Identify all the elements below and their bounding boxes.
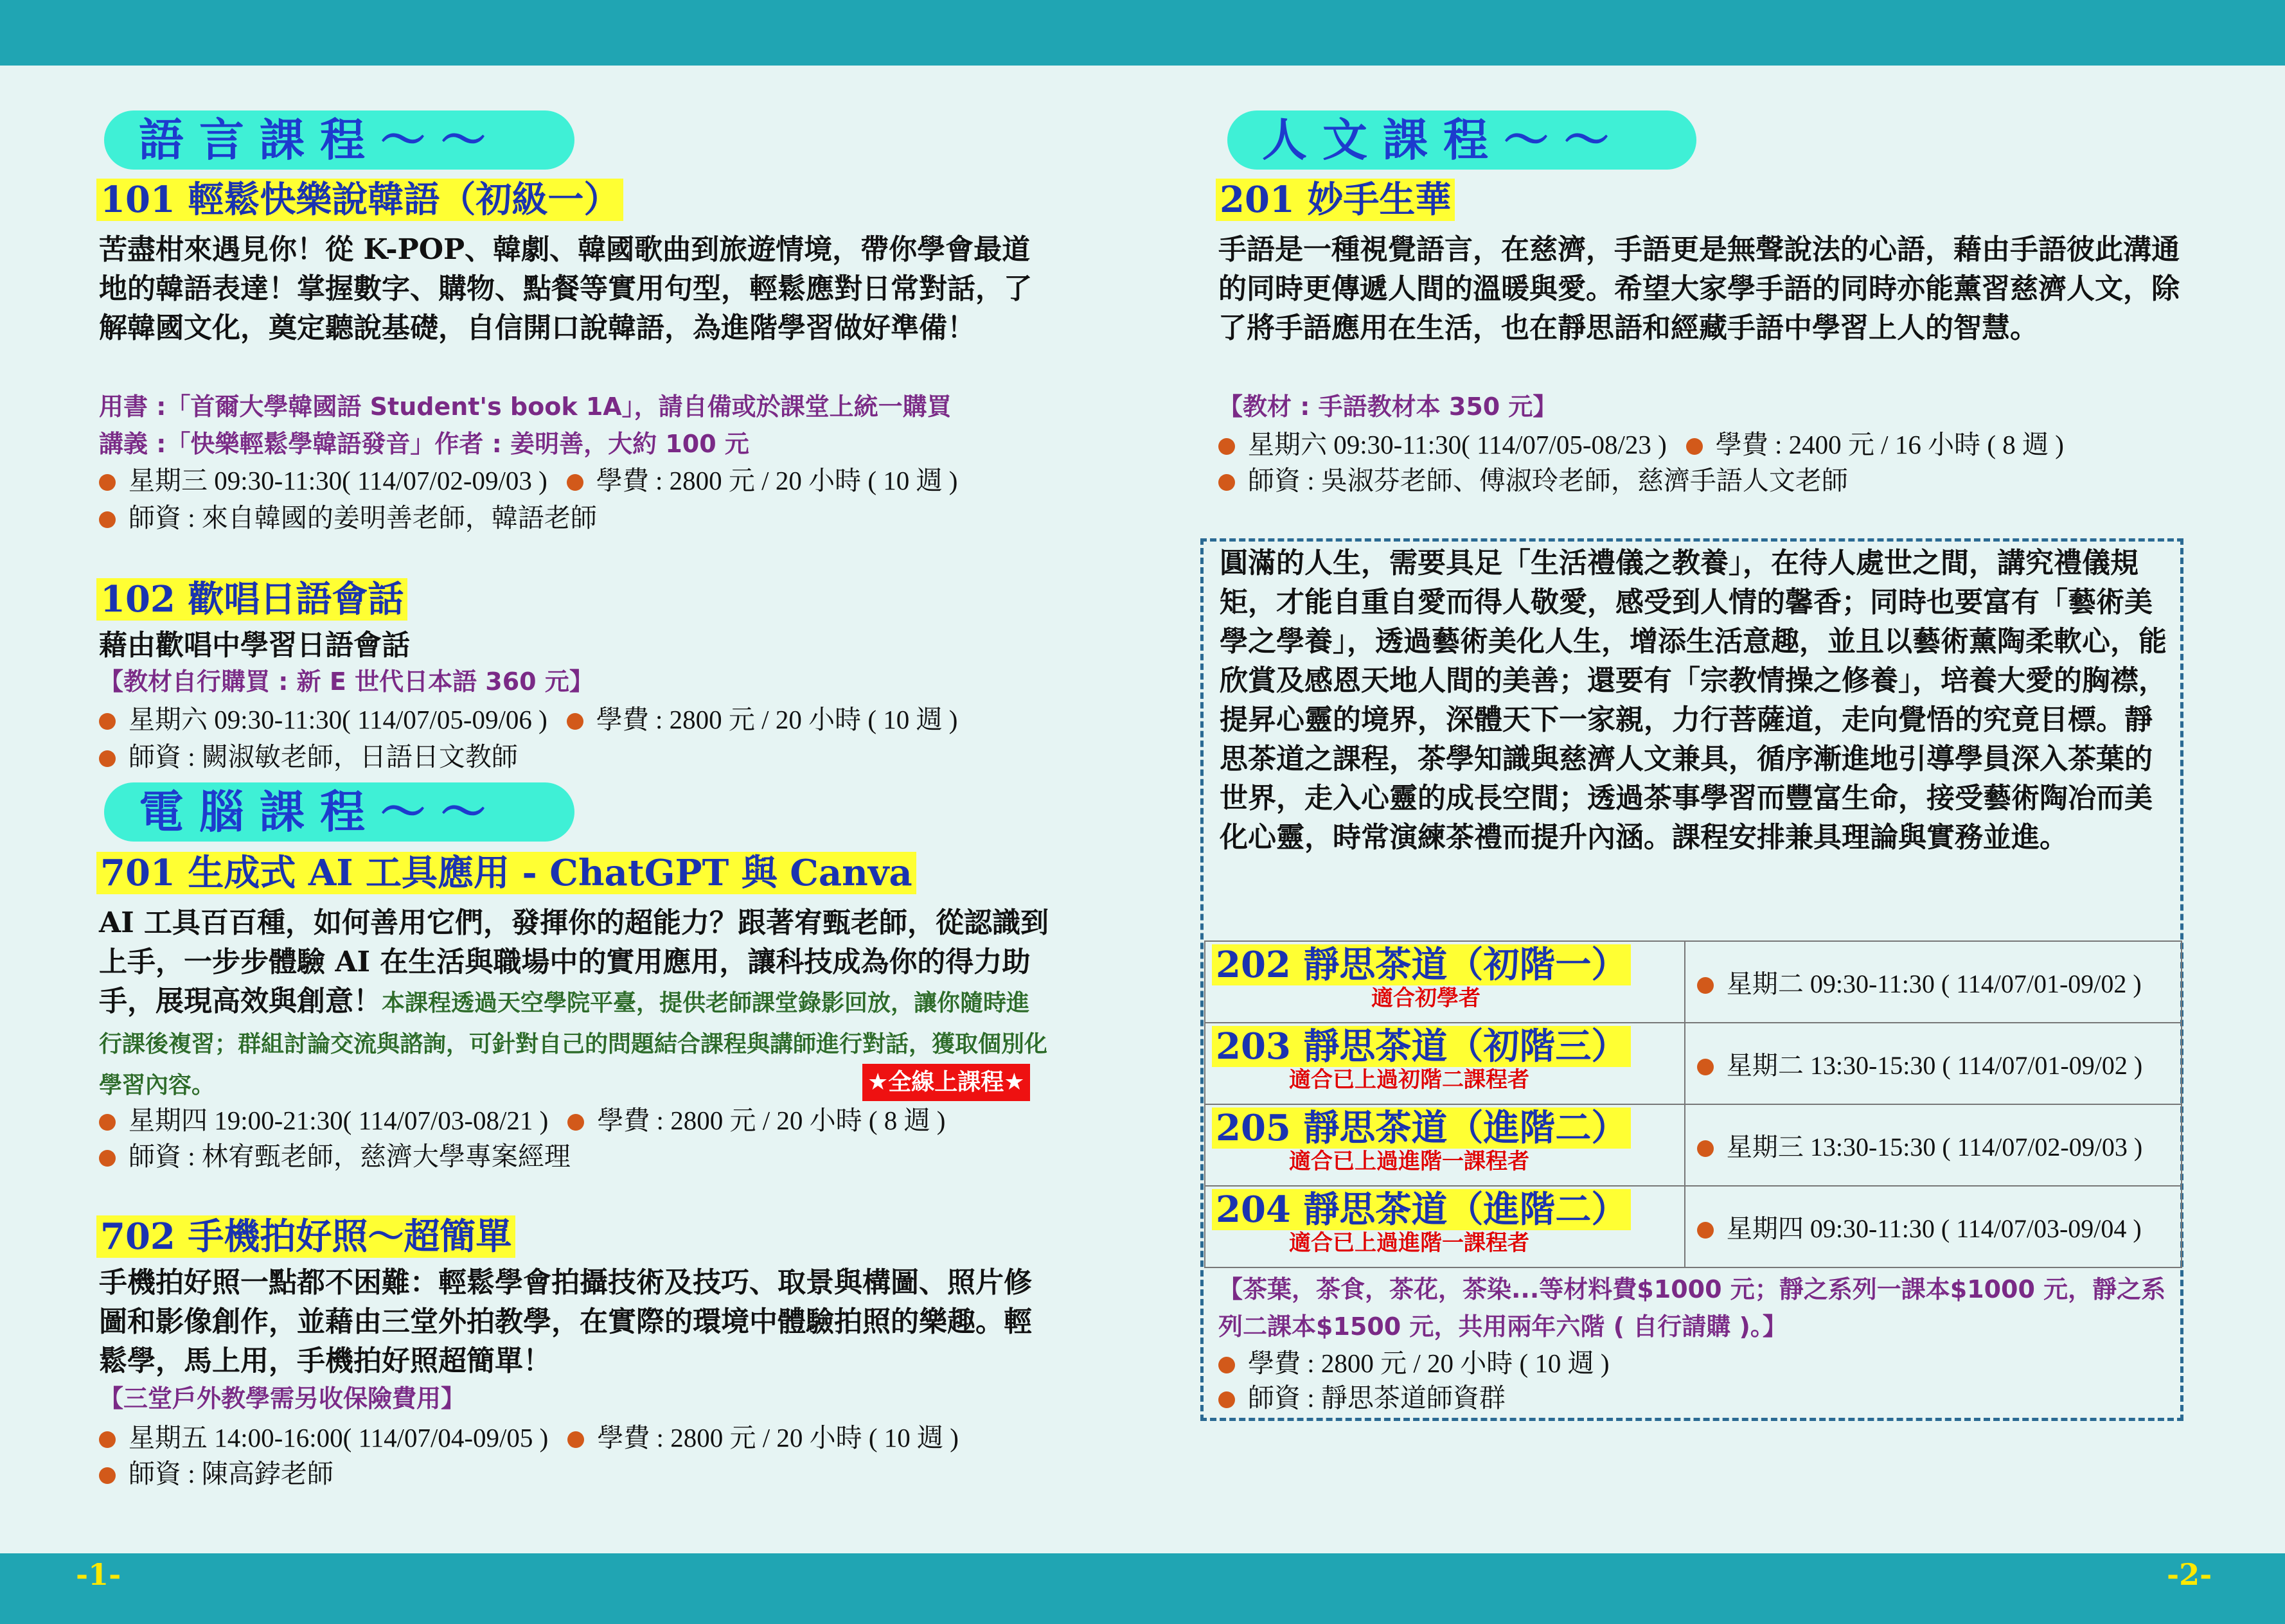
course-205-title: 205 靜思茶道（進階二） — [1212, 1108, 1631, 1149]
course-702-description: 手機拍好照一點都不困難：輕鬆學會拍攝技術及技巧、取景與構圖、照片修圖和影像創作，並藉由三堂外拍教學，在實際的環境中體驗拍照的樂趣。輕鬆學，馬上用，手機拍好照超簡單！ — [99, 1266, 1032, 1377]
course-101-book: 用書 :「首爾大學韓國語 Student's book 1A」，請自備或於課堂上統一購買 — [99, 393, 952, 421]
course-201-description: 手語是一種視覺語言，在慈濟，手語更是無聲說法的心語，藉由手語彼此溝通的同時更傳遞人間的溫暖與愛。希望大家學手語的同時亦能薰習慈濟人文，除了將手語應用在生活，也在靜思語和經藏手語中學習上人的智慧。 — [1218, 233, 2180, 344]
course-702-schedule: 星期五 14:00-16:00( 114/07/04-09/05 ) — [129, 1423, 549, 1452]
bullet-icon — [1697, 1059, 1714, 1075]
page-number-right: -2- — [2167, 1557, 2212, 1592]
course-202-time: 星期二 09:30-11:30 ( 114/07/01-09/02 ) — [1726, 969, 2142, 998]
course-702-title: 702 手機拍好照～超簡單 — [96, 1215, 515, 1258]
tea-teacher-line — [1218, 1380, 1506, 1416]
course-701-teacher: 師資 : 林宥甄老師，慈濟大學專案經理 — [129, 1142, 571, 1171]
course-201-title: 201 妙手生華 — [1216, 179, 1455, 221]
course-101-title: 101 輕鬆快樂說韓語（初級一） — [96, 179, 623, 221]
bullet-icon — [1218, 1391, 1235, 1408]
course-204-note: 適合已上過進階一課程者 — [1289, 1230, 1529, 1256]
tea-teacher: 師資 : 靜思茶道師資群 — [1248, 1383, 1506, 1413]
table-row — [1205, 1186, 2182, 1267]
course-203-time: 星期二 13:30-15:30 ( 114/07/01-09/02 ) — [1726, 1051, 2143, 1080]
course-101-schedule: 星期三 09:30-11:30( 114/07/02-09/03 ) — [129, 466, 547, 495]
course-102-teacher-line — [99, 739, 518, 775]
course-205-note: 適合已上過進階一課程者 — [1289, 1149, 1529, 1174]
bullet-icon — [99, 511, 116, 528]
tea-fee: 學費 : 2800 元 / 20 小時 ( 10 週 ) — [1248, 1348, 1610, 1378]
course-201-schedule: 星期六 09:30-11:30( 114/07/05-08/23 ) — [1248, 430, 1667, 459]
course-701-schedule: 星期四 19:00-21:30( 114/07/03-08/21 ) — [129, 1106, 549, 1135]
course-203-note: 適合已上過初階二課程者 — [1289, 1067, 1529, 1093]
course-702-material: 【三堂戶外教學需另收保險費用】 — [99, 1384, 466, 1413]
bullet-icon — [1697, 1222, 1714, 1239]
course-101-teacher-line — [99, 500, 597, 536]
bullet-icon — [1218, 474, 1235, 491]
tea-material: 【茶葉，茶食，茶花，茶染...等材料費$1000 元；靜之系列一課本$1000 元，靜之系列二課本$1500 元，共用兩年六階 ( 自行請購 )。】 — [1218, 1275, 2166, 1341]
bottom-band — [0, 1553, 2285, 1624]
course-701-platform-note: 本課程透過天空學院平臺，提供老師課堂錄影回放，讓你隨時進行課後複習；群組討論交流與諮詢，可針對自己的問題結合課程與講師進行對話，獲取個別化學習內容。 — [99, 989, 1048, 1099]
course-102-material: 【教材自行購買 : 新 E 世代日本語 360 元】 — [99, 667, 594, 696]
course-702-teacher: 師資 : 陳高鋍老師 — [129, 1459, 333, 1488]
course-202-title: 202 靜思茶道（初階一） — [1212, 944, 1631, 985]
table-row — [1205, 1104, 2182, 1186]
bullet-icon — [567, 1114, 584, 1131]
humanities-section-header: 人文課程～～ — [1227, 110, 1696, 170]
course-102-schedule: 星期六 09:30-11:30( 114/07/05-09/06 ) — [129, 705, 547, 734]
course-201-teacher-line — [1218, 463, 1848, 499]
course-701-description: AI 工具百百種，如何善用它們，發揮你的超能力？跟著宥甄老師，從認識到上手，一步步體驗 AI 在生活與職場中的實用應用，讓科技成為你的得力助手，展現高效與創意！ — [99, 906, 1049, 1018]
page-number-left: -1- — [76, 1557, 121, 1592]
course-102-fee: 學費 : 2800 元 / 20 小時 ( 10 週 ) — [596, 705, 958, 734]
course-204-title: 204 靜思茶道（進階二） — [1212, 1189, 1631, 1230]
language-section-header: 語言課程～～ — [104, 110, 574, 170]
bullet-icon — [1697, 1140, 1714, 1157]
bullet-icon — [1686, 438, 1703, 455]
table-row — [1205, 941, 2182, 1023]
course-702-fee: 學費 : 2800 元 / 20 小時 ( 10 週 ) — [597, 1423, 959, 1452]
tea-fee-line — [1218, 1345, 1610, 1381]
bullet-icon — [1218, 438, 1235, 455]
course-201-teacher: 師資 : 吳淑芬老師、傅淑玲老師，慈濟手語人文老師 — [1248, 466, 1848, 495]
table-row — [1205, 1023, 2182, 1104]
course-102-description: 藉由歡唱中學習日語會話 — [99, 629, 410, 662]
bullet-icon — [1218, 1357, 1235, 1373]
course-701-schedule-line — [99, 1102, 945, 1138]
course-701-fee: 學費 : 2800 元 / 20 小時 ( 8 週 ) — [597, 1106, 946, 1135]
bullet-icon — [1697, 977, 1714, 994]
bullet-icon — [99, 1431, 116, 1448]
course-702-schedule-line — [99, 1420, 959, 1456]
bullet-icon — [99, 1114, 116, 1131]
tea-course-table — [1204, 940, 2182, 1268]
course-201-schedule-line — [1218, 427, 2064, 463]
course-204-time: 星期四 09:30-11:30 ( 114/07/03-09/04 ) — [1726, 1214, 2142, 1243]
course-101-description: 苦盡柑來遇見你！從 K-POP、韓劇、韓國歌曲到旅遊情境，帶你學會最道地的韓語表達！掌握數字、購物、點餐等實用句型，輕鬆應對日常對話，了解韓國文化，奠定聽說基礎，自信開口說韓語，為進階學習做好準備！ — [99, 233, 1032, 344]
course-702-teacher-line — [99, 1456, 333, 1492]
course-101-fee: 學費 : 2800 元 / 20 小時 ( 10 週 ) — [596, 466, 958, 495]
course-701-teacher-line — [99, 1138, 571, 1174]
course-102-title: 102 歡唱日語會話 — [96, 578, 407, 621]
course-102-teacher: 師資 : 闕淑敏老師，日語日文教師 — [129, 742, 518, 772]
course-102-schedule-line — [99, 702, 957, 737]
course-203-title: 203 靜思茶道（初階三） — [1212, 1026, 1631, 1067]
course-701-title: 701 生成式 AI 工具應用 - ChatGPT 與 Canva — [96, 852, 916, 894]
bullet-icon — [99, 750, 116, 767]
tea-intro: 圓滿的人生，需要具足「生活禮儀之教養」，在待人處世之間，講究禮儀規矩，才能自重自愛而得人敬愛，感受到人情的馨香；同時也要富有「藝術美學之學養」，透過藝術美化人生，增添生活意趣，並且以藝術薰陶柔軟心，能欣賞及感恩天地人間的美善；還要有「宗教情操之修養」，培養大愛的胸襟，提昇心靈的境界，深體天下一家親，力行菩薩道，走向覺悟的究竟目標。靜思茶道之課程，茶學知識與慈濟人文兼具，循序漸進地引導學員深入茶葉的世界，走入心靈的成長空間；透過茶事學習而豐富生命，接受藝術陶冶而美化心靈，時常演練茶禮而提升內涵。課程安排兼具理論與實務並進。 — [1220, 547, 2167, 854]
bullet-icon — [99, 474, 116, 491]
course-201-fee: 學費 : 2400 元 / 16 小時 ( 8 週 ) — [1715, 430, 2064, 459]
course-101-handout: 講義 :「快樂輕鬆學韓語發音」作者 : 姜明善，大約 100 元 — [99, 430, 749, 458]
course-101-schedule-line — [99, 463, 957, 499]
course-101-teacher: 師資 : 來自韓國的姜明善老師，韓語老師 — [129, 503, 597, 533]
bullet-icon — [567, 713, 583, 730]
bullet-icon — [567, 1431, 584, 1448]
top-band — [0, 0, 2285, 66]
bullet-icon — [99, 1467, 116, 1484]
bullet-icon — [567, 474, 583, 491]
course-202-note: 適合初學者 — [1371, 985, 1480, 1011]
bullet-icon — [99, 713, 116, 730]
course-201-material: 【教材 : 手語教材本 350 元】 — [1218, 393, 1558, 421]
bullet-icon — [99, 1150, 116, 1167]
computer-section-header: 電腦課程～～ — [104, 782, 574, 842]
course-205-time: 星期三 13:30-15:30 ( 114/07/02-09/03 ) — [1726, 1133, 2143, 1161]
online-course-badge: ★全線上課程★ — [862, 1064, 1030, 1101]
